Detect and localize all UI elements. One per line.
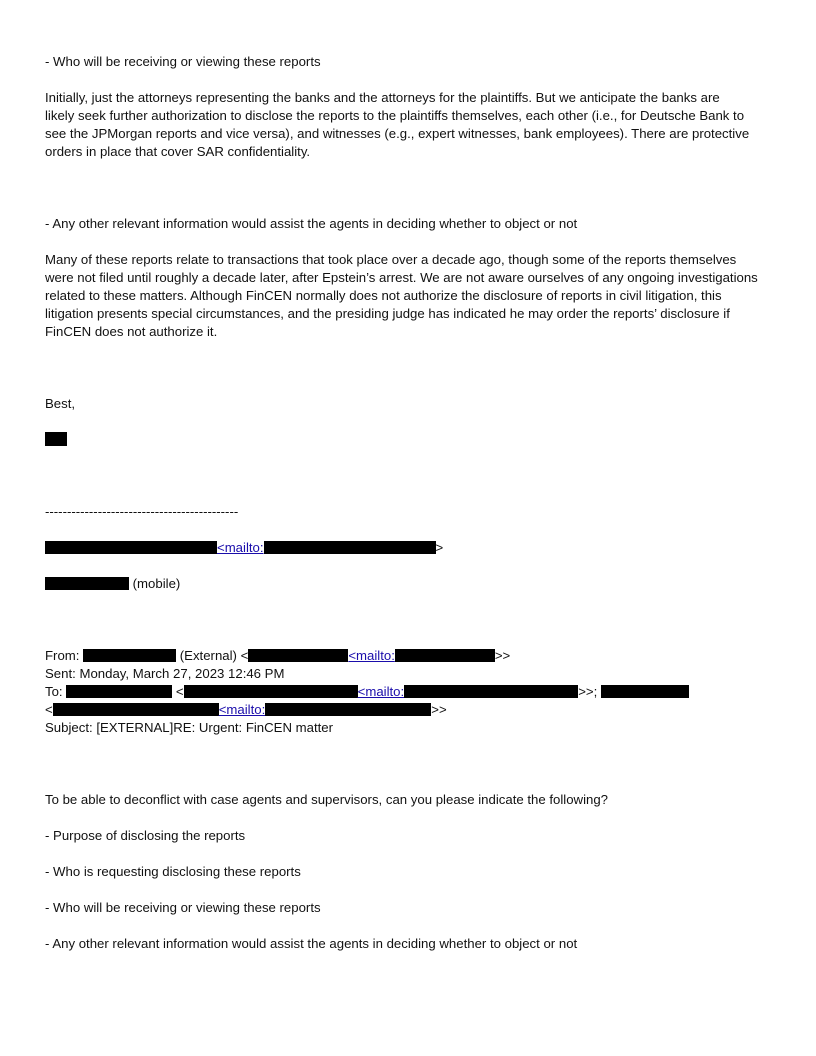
email-close: > — [435, 540, 444, 555]
redaction-block — [248, 649, 348, 662]
question-receiving: - Who will be receiving or viewing these reports — [45, 54, 321, 69]
message-intro: To be able to deconflict with case agents and supervisors, can you please indicate the following? — [45, 792, 609, 807]
answer-receiving-paragraph — [45, 89, 775, 161]
mailto-link[interactable]: <mailto: — [357, 684, 405, 699]
redaction-block — [45, 432, 67, 446]
to-line — [45, 683, 689, 701]
signer-name — [45, 431, 67, 449]
open-bracket: < — [172, 684, 184, 699]
signature-divider: -------------------------------------------- — [45, 504, 239, 519]
from-line — [45, 647, 510, 665]
redaction-block — [83, 649, 176, 662]
redaction-block — [184, 685, 358, 698]
paragraph-line: litigation presents special circumstances, and the presiding judge has indicated he may order the reports’ disclosure if — [45, 306, 730, 321]
mobile-label: (mobile) — [129, 576, 181, 591]
redaction-block — [66, 685, 172, 698]
list-item: - Who is requesting disclosing these reports — [45, 864, 301, 879]
redaction-block — [45, 541, 217, 554]
paragraph-line: orders in place that cover SAR confidentiality. — [45, 144, 311, 159]
sent-line: Sent: Monday, March 27, 2023 12:46 PM — [45, 666, 285, 681]
redaction-block — [45, 577, 129, 590]
redaction-block — [601, 685, 689, 698]
open-bracket: < — [45, 702, 53, 717]
redaction-block — [404, 685, 578, 698]
list-item: - Any other relevant information would assist the agents in deciding whether to object or not — [45, 936, 578, 951]
redaction-block — [53, 703, 219, 716]
paragraph-line: related to these matters. Although FinCEN normally does not authorize the disclosure of reports in civil litigation, this — [45, 288, 722, 303]
close-brackets: >> — [431, 702, 447, 717]
redaction-block — [264, 541, 436, 554]
paragraph-line: Many of these reports relate to transactions that took place over a decade ago, though some of the reports themselves — [45, 252, 737, 267]
from-label: From: — [45, 648, 84, 663]
mailto-link[interactable]: <mailto: — [348, 648, 395, 663]
redaction-block — [265, 703, 431, 716]
answer-other-paragraph — [45, 251, 775, 341]
list-item: - Purpose of disclosing the reports — [45, 828, 246, 843]
paragraph-line: likely seek further authorization to disclose the reports to the plaintiffs themselves, each other (i.e., for Deutsche Bank to — [45, 108, 745, 123]
closing: Best, — [45, 396, 76, 411]
signature-email-line — [45, 539, 443, 557]
paragraph-line: Initially, just the attorneys representing the banks and the attorneys for the plaintiffs. But we anticipate the banks are — [45, 90, 720, 105]
signature-phone-line — [45, 575, 180, 593]
to-line-continued — [45, 701, 447, 719]
mailto-link[interactable]: <mailto: — [218, 702, 266, 717]
external-label: (External) < — [176, 648, 249, 663]
paragraph-line: were not filed until roughly a decade later, after Epstein’s arrest. We are not aware ourselves of any ongoing investigations — [45, 270, 758, 285]
close-separator: >>; — [578, 684, 601, 699]
mailto-link[interactable]: <mailto: — [217, 540, 264, 555]
paragraph-line: see the JPMorgan reports and vice versa), and witnesses (e.g., expert witnesses, bank employees). There are protective — [45, 126, 750, 141]
close-brackets: >> — [494, 648, 511, 663]
to-label: To: — [45, 684, 67, 699]
redaction-block — [395, 649, 495, 662]
paragraph-line: FinCEN does not authorize it. — [45, 324, 218, 339]
question-other-info: - Any other relevant information would assist the agents in deciding whether to object or not — [45, 216, 578, 231]
list-item: - Who will be receiving or viewing these reports — [45, 900, 321, 915]
subject-line: Subject: [EXTERNAL]RE: Urgent: FinCEN matter — [45, 720, 334, 735]
